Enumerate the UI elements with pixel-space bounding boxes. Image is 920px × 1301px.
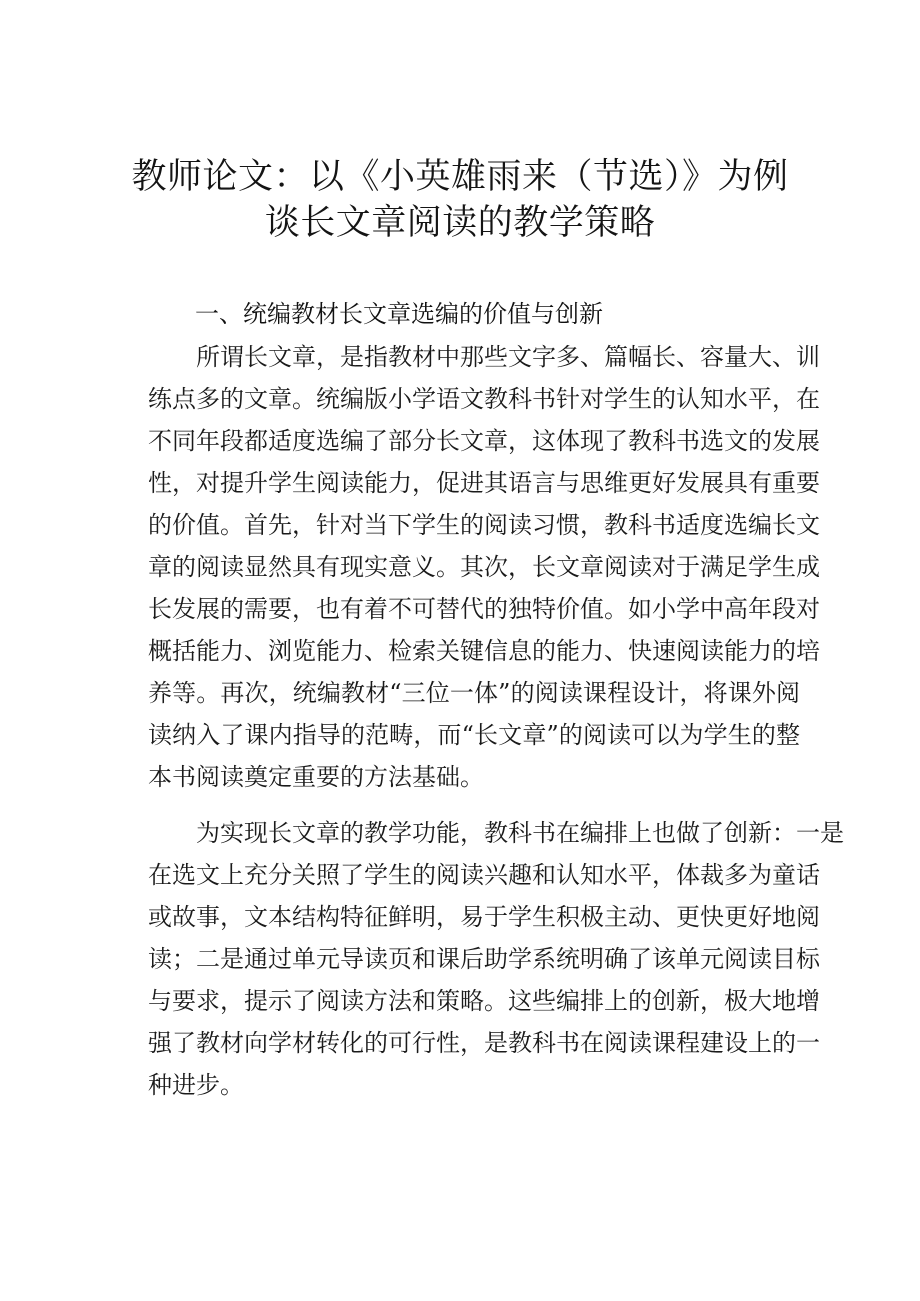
document-title-line-2: 谈长文章阅读的教学策略 xyxy=(264,203,656,243)
paragraph-line: 养等。再次，统编教材“三位一体”的阅读课程设计，将课外阅 xyxy=(148,679,800,707)
paragraph-line: 强了教材向学材转化的可行性，是教科书在阅读课程建设上的一 xyxy=(148,1029,820,1057)
paragraph-line: 章的阅读显然具有现实意义。其次，长文章阅读对于满足学生成 xyxy=(148,553,820,581)
paragraph-line: 或故事，文本结构特征鲜明，易于学生积极主动、更快更好地阅 xyxy=(148,903,820,931)
paragraph-line: 所谓长文章，是指教材中那些文字多、篇幅长、容量大、训 xyxy=(196,343,820,371)
paragraph-line: 概括能力、浏览能力、检索关键信息的能力、快速阅读能力的培 xyxy=(148,637,820,665)
paragraph-line: 长发展的需要，也有着不可替代的独特价值。如小学中高年段对 xyxy=(148,595,820,623)
section-heading: 一、统编教材长文章选编的价值与创新 xyxy=(195,300,603,328)
paragraph-line: 本书阅读奠定重要的方法基础。 xyxy=(148,763,484,791)
document-title-line-1: 教师论文：以《小英雄雨来（节选）》为例 xyxy=(131,157,789,197)
paragraph-line: 与要求，提示了阅读方法和策略。这些编排上的创新，极大地增 xyxy=(148,987,820,1015)
paragraph-line: 不同年段都适度选编了部分长文章，这体现了教科书选文的发展 xyxy=(148,427,820,455)
paragraph-line: 在选文上充分关照了学生的阅读兴趣和认知水平，体裁多为童话 xyxy=(148,861,820,889)
paragraph-line: 读；二是通过单元导读页和课后助学系统明确了该单元阅读目标 xyxy=(148,945,820,973)
paragraph-line: 种进步。 xyxy=(148,1071,244,1099)
paragraph-line: 性，对提升学生阅读能力，促进其语言与思维更好发展具有重要 xyxy=(148,469,820,497)
paragraph-line: 练点多的文章。统编版小学语文教科书针对学生的认知水平，在 xyxy=(148,385,820,413)
paragraph-line: 为实现长文章的教学功能，教科书在编排上也做了创新：一是 xyxy=(196,819,844,847)
paragraph-line: 的价值。首先，针对当下学生的阅读习惯，教科书适度选编长文 xyxy=(148,511,820,539)
paragraph-line: 读纳入了课内指导的范畴，而“长文章”的阅读可以为学生的整 xyxy=(148,721,800,749)
